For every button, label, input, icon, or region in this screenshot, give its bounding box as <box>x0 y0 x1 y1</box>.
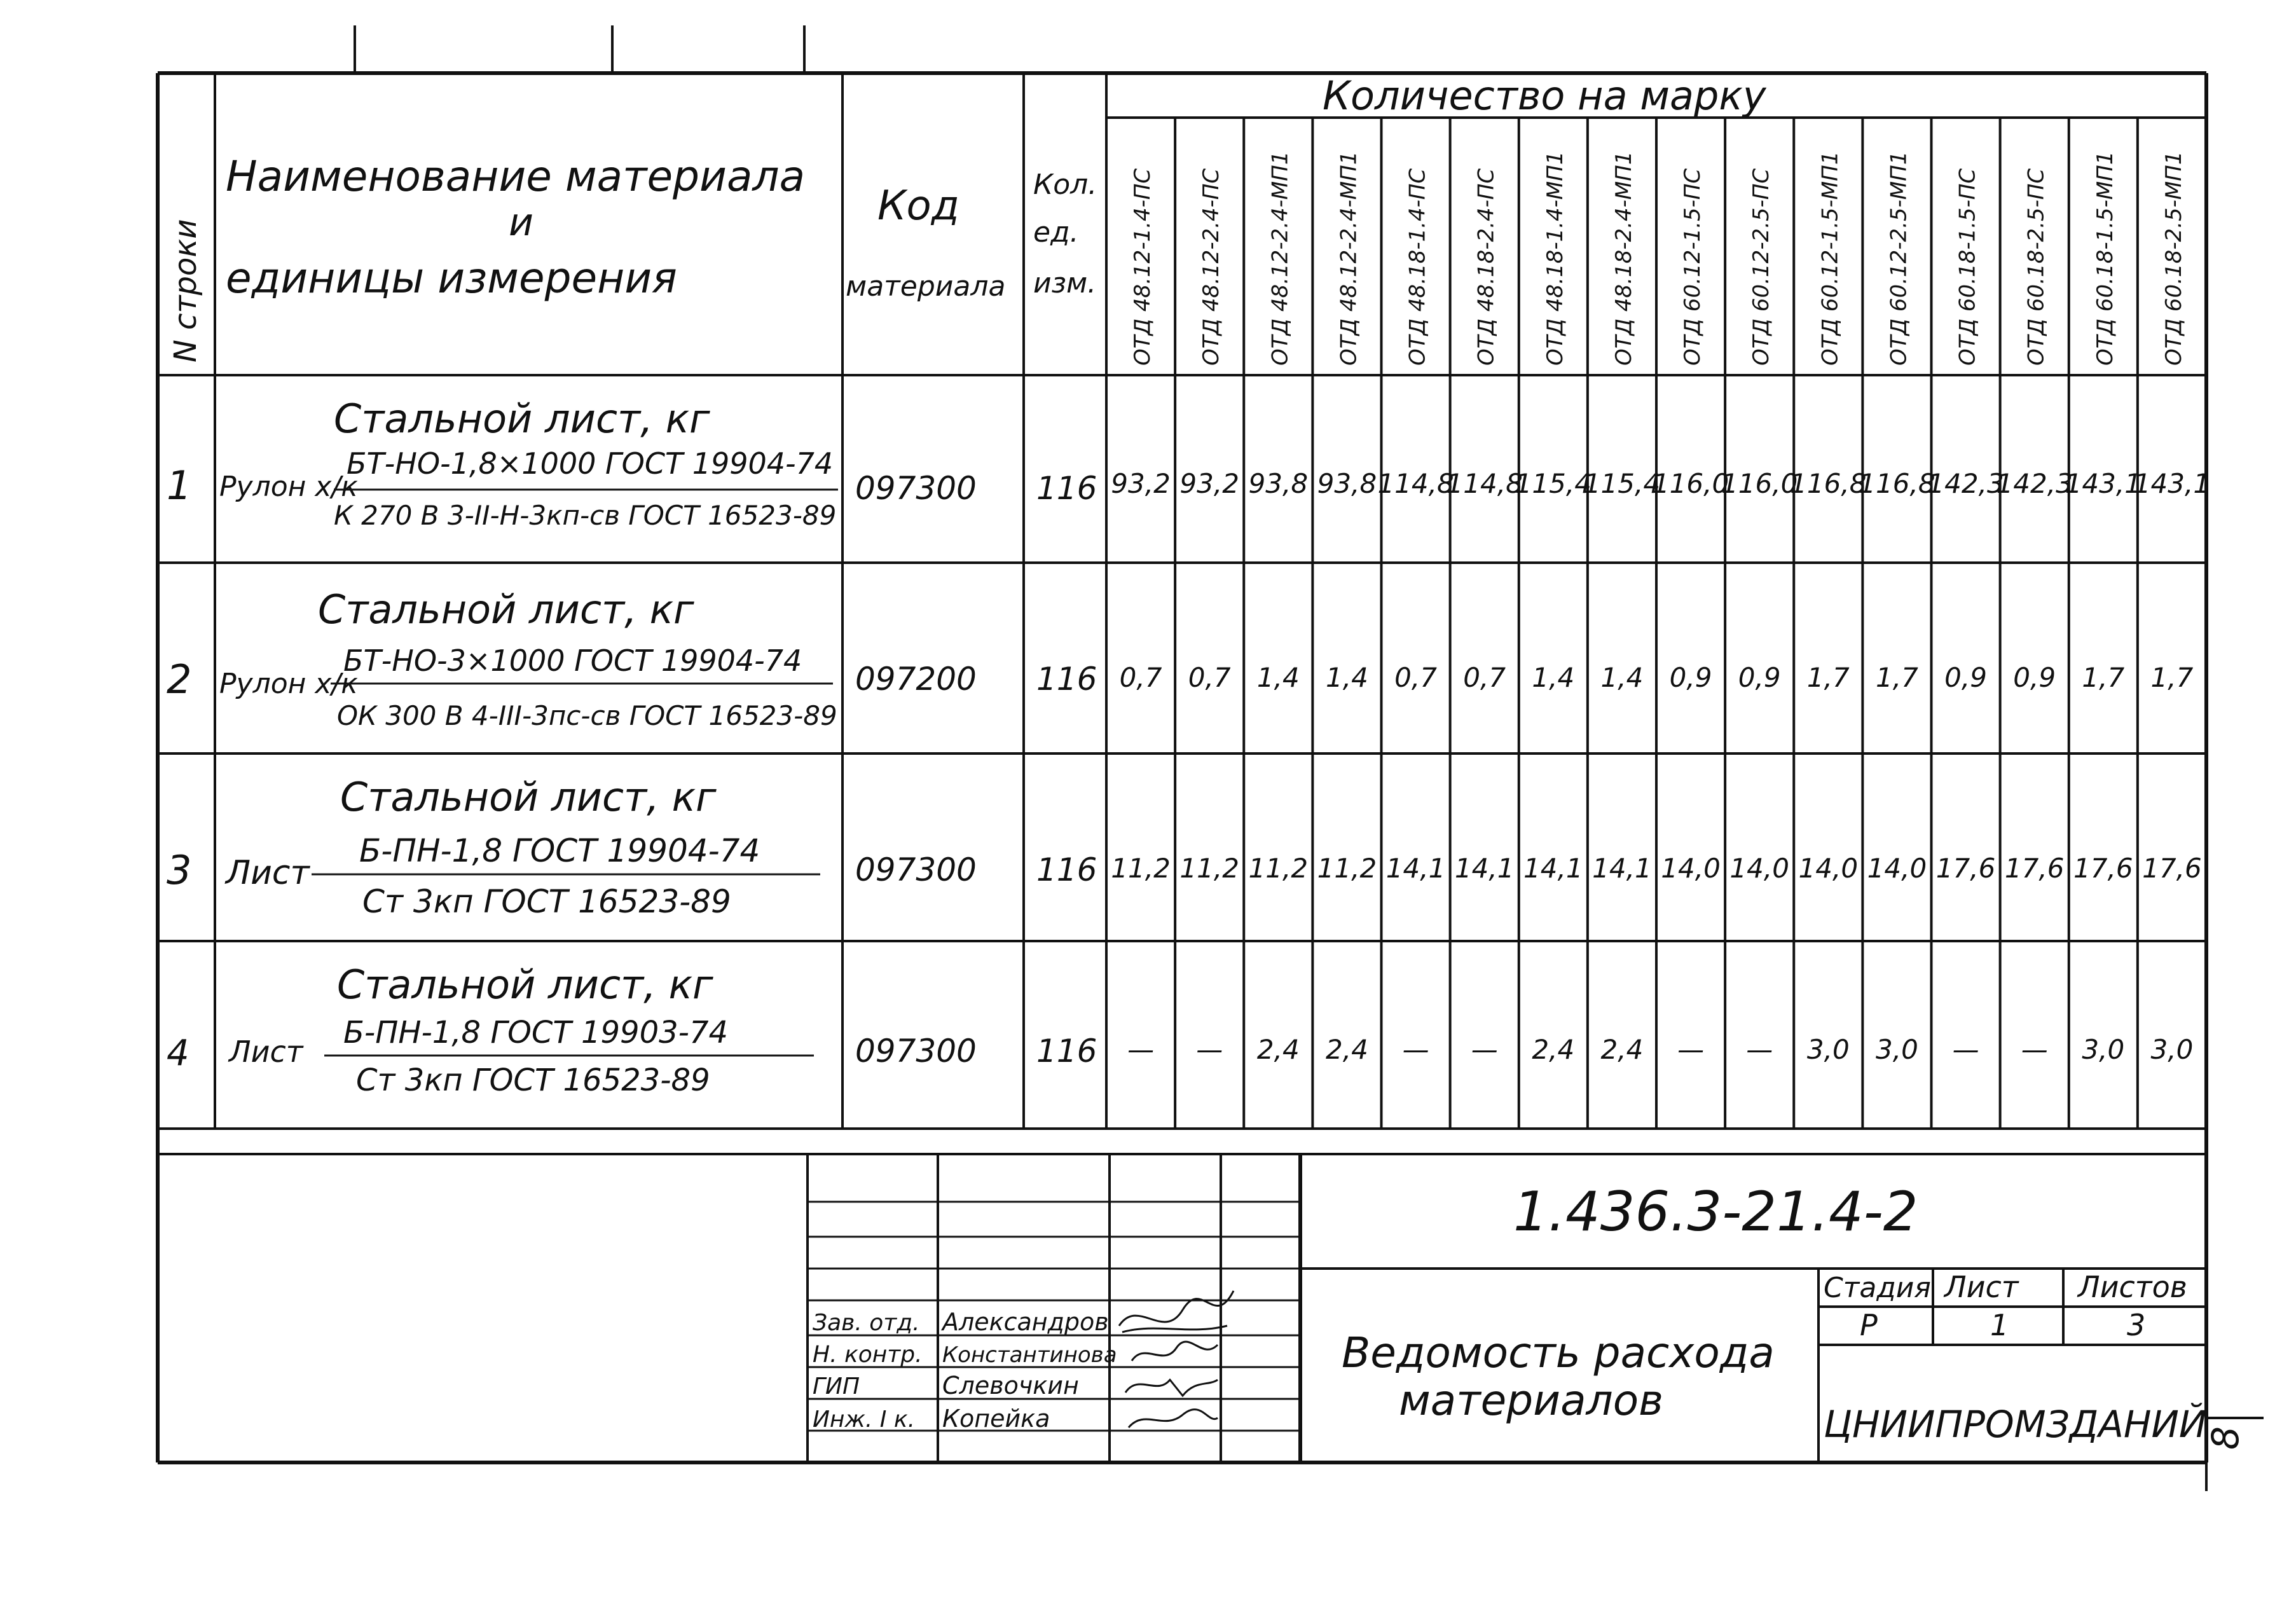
table-row <box>167 396 1097 531</box>
unit-header-line1: Кол. <box>1033 169 1097 201</box>
mark-header: ОТД 48.12-2.4-МП1 <box>1267 151 1293 366</box>
unit-header-line2: ед. <box>1033 216 1079 249</box>
quantity-value: 0,9 <box>1738 662 1781 693</box>
material-code: 097300 <box>855 470 977 507</box>
quantity-values <box>1111 468 2210 1065</box>
material-code: 097300 <box>855 1033 977 1070</box>
quantity-value: 0,7 <box>1394 662 1437 693</box>
signer-role: ГИП <box>813 1373 860 1400</box>
quantity-value: 142,3 <box>1927 468 2004 499</box>
signer-role: Зав. отд. <box>813 1310 920 1336</box>
material-code: 097200 <box>855 661 977 698</box>
mark-header: ОТД 48.18-2.4-ПС <box>1473 168 1499 366</box>
quantity-value: 1,4 <box>1532 662 1575 693</box>
stage-value: Р <box>1860 1308 1878 1342</box>
quantity-value: 17,6 <box>2142 853 2202 884</box>
quantity-value: — <box>1196 1034 1223 1065</box>
quantity-value: 11,2 <box>1248 853 1309 884</box>
quantity-value: 93,2 <box>1111 468 1171 499</box>
handwritten-signatures <box>1119 1291 1234 1428</box>
sheet-label: Лист <box>1944 1270 2019 1304</box>
quantity-value: 17,6 <box>2073 853 2133 884</box>
quantity-value: 11,2 <box>1111 853 1171 884</box>
table-row <box>167 586 1097 731</box>
row-number: 1 <box>167 462 192 509</box>
mark-header: ОТД 60.12-2.5-МП1 <box>1886 151 1912 366</box>
signer-name: Константинова <box>942 1342 1117 1368</box>
signer-role: Инж. I к. <box>813 1407 916 1433</box>
quantity-value: 2,4 <box>1600 1034 1644 1065</box>
quantity-value: 11,2 <box>1179 853 1239 884</box>
quantity-value: 11,2 <box>1317 853 1377 884</box>
material-code: 097300 <box>855 851 977 888</box>
mark-header: ОТД 60.18-1.5-МП1 <box>2092 151 2118 366</box>
quantity-value: 1,4 <box>1256 662 1300 693</box>
quantity-value: 143,1 <box>2133 468 2211 499</box>
row-number-header: N строки <box>168 219 203 362</box>
quantity-value: 142,3 <box>1996 468 2073 499</box>
material-title: Стальной лист, кг <box>340 774 717 820</box>
quantity-value: 0,9 <box>1669 662 1712 693</box>
quantity-value: — <box>1127 1034 1155 1065</box>
quantity-value: 93,8 <box>1248 468 1309 499</box>
quantity-value: 0,7 <box>1463 662 1506 693</box>
quantity-value: 0,7 <box>1188 662 1231 693</box>
mark-header: ОТД 60.18-2.5-ПС <box>2023 168 2049 366</box>
mark-header: ОТД 48.12-2.4-ПС <box>1199 168 1225 366</box>
mark-header: ОТД 60.12-1.5-ПС <box>1680 168 1706 366</box>
unit-code: 116 <box>1036 661 1097 698</box>
quantity-value: 17,6 <box>2004 853 2065 884</box>
quantity-value: 14,0 <box>1798 853 1859 884</box>
quantity-value: 2,4 <box>1532 1034 1575 1065</box>
quantity-value: 14,1 <box>1592 853 1652 884</box>
document-designation: 1.436.3-21.4-2 <box>1513 1180 1918 1244</box>
material-title: Стальной лист, кг <box>318 586 694 633</box>
quantity-value: 1,4 <box>1600 662 1644 693</box>
quantity-value: 93,8 <box>1317 468 1377 499</box>
document-title-line2: материалов <box>1399 1376 1663 1425</box>
material-numerator: Б-ПН-1,8 ГОСТ 19904-74 <box>359 832 760 869</box>
table-row <box>167 774 1097 920</box>
quantity-value: 14,1 <box>1385 853 1446 884</box>
quantity-value: 115,4 <box>1515 468 1591 499</box>
quantity-value: 116,8 <box>1859 468 1935 499</box>
material-numerator: Б-ПН-1,8 ГОСТ 19903-74 <box>343 1015 729 1050</box>
quantity-value: 17,6 <box>1935 853 1996 884</box>
material-denominator: К 270 В 3-II-Н-3кп-св ГОСТ 16523-89 <box>334 500 837 531</box>
stage-label: Стадия <box>1824 1272 1931 1304</box>
quantity-value: — <box>1952 1034 1979 1065</box>
mark-header: ОТД 48.12-1.4-ПС <box>1130 168 1156 366</box>
quantity-value: 116,0 <box>1721 468 1798 499</box>
quantity-value: 14,0 <box>1729 853 1789 884</box>
mark-header: ОТД 48.18-2.4-МП1 <box>1611 151 1637 366</box>
quantity-value: 114,8 <box>1377 468 1454 499</box>
material-prefix: Рулон х/к <box>219 471 358 503</box>
quantity-value: 116,0 <box>1652 468 1729 499</box>
material-denominator: Ст 3кп ГОСТ 16523-89 <box>356 1063 710 1098</box>
mark-header: ОТД 60.12-2.5-ПС <box>1749 168 1775 366</box>
quantity-value: 0,9 <box>2013 662 2056 693</box>
name-header-line2: и <box>509 200 533 245</box>
sheets-value: 3 <box>2127 1308 2146 1342</box>
quantity-value: 0,7 <box>1119 662 1162 693</box>
sheet-value: 1 <box>1990 1308 2009 1342</box>
quantity-value: 14,0 <box>1867 853 1927 884</box>
quantity-value: 1,7 <box>1806 662 1850 693</box>
material-numerator: БТ-НО-1,8×1000 ГОСТ 19904-74 <box>347 446 834 481</box>
mark-headers <box>1130 151 2187 366</box>
table-row <box>167 961 1097 1098</box>
page-number: 8 <box>2204 1426 2247 1450</box>
quantity-value: 14,1 <box>1454 853 1515 884</box>
quantity-value: 1,7 <box>2150 662 2194 693</box>
mark-header: ОТД 60.18-2.5-МП1 <box>2161 151 2187 366</box>
unit-code: 116 <box>1036 1033 1097 1070</box>
quantity-value: — <box>1677 1034 1705 1065</box>
unit-header-line3: изм. <box>1033 267 1097 299</box>
quantity-value: 116,8 <box>1790 468 1867 499</box>
mark-header: ОТД 48.18-1.4-МП1 <box>1542 151 1568 366</box>
quantity-value: 1,7 <box>1876 662 1918 693</box>
material-denominator: Ст 3кп ГОСТ 16523-89 <box>362 883 731 920</box>
organization-name: ЦНИИПРОМЗДАНИЙ <box>1824 1403 2207 1446</box>
material-title: Стальной лист, кг <box>334 396 710 442</box>
quantity-value: 115,4 <box>1583 468 1661 499</box>
unit-code: 116 <box>1036 470 1097 507</box>
row-number: 2 <box>167 656 192 703</box>
quantity-value: 3,0 <box>1806 1034 1850 1065</box>
material-prefix: Лист <box>226 854 310 892</box>
quantity-value: 3,0 <box>1876 1034 1918 1065</box>
signer-name: Александров <box>942 1308 1109 1336</box>
quantity-value: 1,7 <box>2082 662 2125 693</box>
material-prefix: Лист <box>229 1035 303 1069</box>
mark-header: ОТД 60.12-1.5-МП1 <box>1817 151 1843 366</box>
code-header-line1: Код <box>877 182 959 230</box>
material-prefix: Рулон х/к <box>219 668 358 700</box>
mark-header: ОТД 48.18-1.4-ПС <box>1405 168 1431 366</box>
quantity-value: 14,0 <box>1661 853 1721 884</box>
signer-name: Копейка <box>942 1405 1050 1433</box>
quantity-value: — <box>2021 1034 2048 1065</box>
quantity-value: 14,1 <box>1523 853 1583 884</box>
quantity-value: 143,1 <box>2065 468 2141 499</box>
code-header-line2: материала <box>846 270 1006 303</box>
signer-name: Слевочкин <box>942 1372 1079 1400</box>
row-number: 4 <box>167 1033 189 1074</box>
material-numerator: БТ-НО-3×1000 ГОСТ 19904-74 <box>343 643 802 678</box>
quantity-value: 3,0 <box>2082 1034 2125 1065</box>
mark-header: ОТД 48.12-2.4-МП1 <box>1336 151 1362 366</box>
quantity-value: 3,0 <box>2150 1034 2194 1065</box>
row-number: 3 <box>167 847 192 893</box>
document-title-line1: Ведомость расхода <box>1342 1328 1775 1377</box>
quantity-value: — <box>1402 1034 1429 1065</box>
quantity-value: 2,4 <box>1256 1034 1300 1065</box>
quantity-value: — <box>1746 1034 1773 1065</box>
name-header-line1: Наименование материала <box>226 152 806 201</box>
mark-column-lines <box>1175 118 2138 1129</box>
sheets-label: Листов <box>2078 1270 2187 1304</box>
material-title: Стальной лист, кг <box>337 961 713 1008</box>
quantity-header-title: Количество на марку <box>1323 72 1766 119</box>
quantity-value: 93,2 <box>1179 468 1239 499</box>
quantity-value: 0,9 <box>1944 662 1987 693</box>
material-denominator: ОК 300 В 4-III-3пс-св ГОСТ 16523-89 <box>337 700 837 731</box>
quantity-value: 114,8 <box>1446 468 1523 499</box>
unit-code: 116 <box>1036 851 1097 888</box>
quantity-value: — <box>1471 1034 1498 1065</box>
quantity-value: 2,4 <box>1326 1034 1368 1065</box>
name-header-line3: единицы измерения <box>226 254 677 303</box>
signer-role: Н. контр. <box>813 1342 923 1368</box>
mark-header: ОТД 60.18-1.5-ПС <box>1955 168 1981 366</box>
quantity-value: 1,4 <box>1326 662 1368 693</box>
